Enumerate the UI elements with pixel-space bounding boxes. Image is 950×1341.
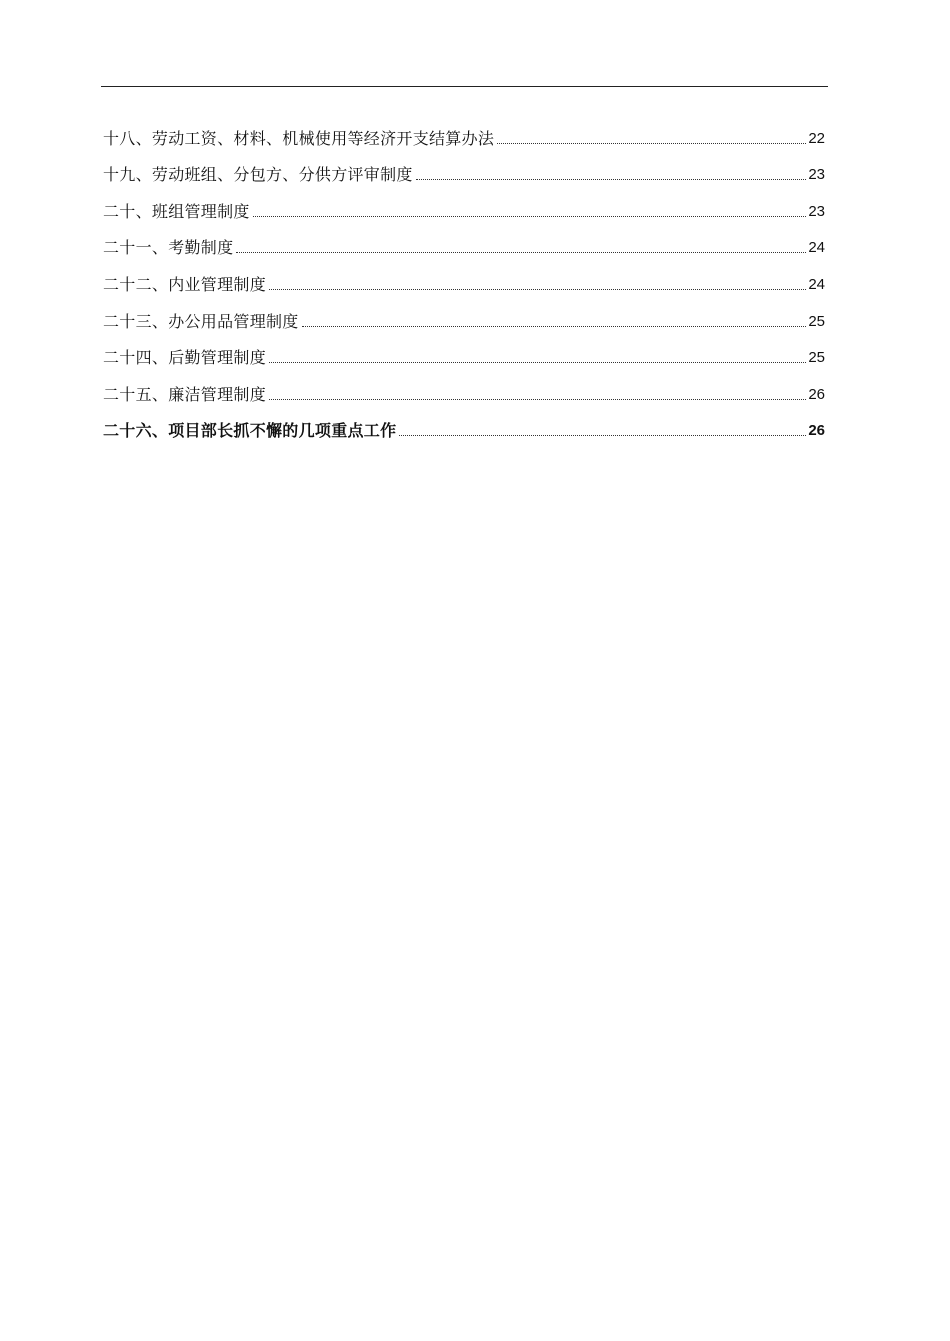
toc-entry-title: 二十四、后勤管理制度 — [103, 348, 267, 368]
toc-entry[interactable] — [103, 112, 825, 149]
toc-page-number: 23 — [808, 166, 825, 184]
toc-entry-title: 十九、劳动班组、分包方、分供方评审制度 — [103, 165, 413, 185]
toc-dot-leader — [416, 179, 807, 180]
toc-entry[interactable] — [103, 405, 825, 442]
toc-dot-leader — [269, 362, 806, 363]
header-rule — [101, 86, 828, 87]
toc-page-number: 25 — [808, 349, 825, 367]
toc-entry[interactable] — [103, 149, 825, 186]
toc-entry-title: 二十、班组管理制度 — [103, 201, 250, 221]
toc-page-number: 22 — [808, 129, 825, 147]
toc-entry-title: 十八、劳动工资、材料、机械使用等经济开支结算办法 — [103, 128, 495, 148]
toc-entry-title: 二十一、考勤制度 — [103, 238, 234, 258]
toc-page-number: 26 — [808, 422, 825, 440]
toc-entry[interactable] — [103, 185, 825, 222]
toc-dot-leader — [399, 435, 806, 436]
toc-page-number: 24 — [808, 275, 825, 293]
table-of-contents — [103, 112, 825, 441]
toc-page-number: 24 — [808, 239, 825, 257]
toc-entry-title: 二十五、廉洁管理制度 — [103, 384, 267, 404]
toc-entry-title: 二十六、项目部长抓不懈的几项重点工作 — [103, 421, 397, 441]
toc-entry[interactable] — [103, 295, 825, 332]
toc-entry[interactable] — [103, 258, 825, 295]
toc-entry-title: 二十三、办公用品管理制度 — [103, 311, 299, 331]
toc-dot-leader — [497, 143, 806, 144]
toc-dot-leader — [236, 252, 806, 253]
toc-entry-title: 二十二、内业管理制度 — [103, 274, 267, 294]
toc-page-number: 23 — [808, 202, 825, 220]
toc-dot-leader — [269, 399, 806, 400]
toc-entry[interactable] — [103, 332, 825, 369]
toc-page-number: 26 — [808, 385, 825, 403]
toc-dot-leader — [269, 289, 806, 290]
toc-dot-leader — [253, 216, 807, 217]
toc-entry[interactable] — [103, 222, 825, 259]
toc-entry[interactable] — [103, 368, 825, 405]
toc-dot-leader — [302, 326, 807, 327]
toc-page-number: 25 — [808, 312, 825, 330]
